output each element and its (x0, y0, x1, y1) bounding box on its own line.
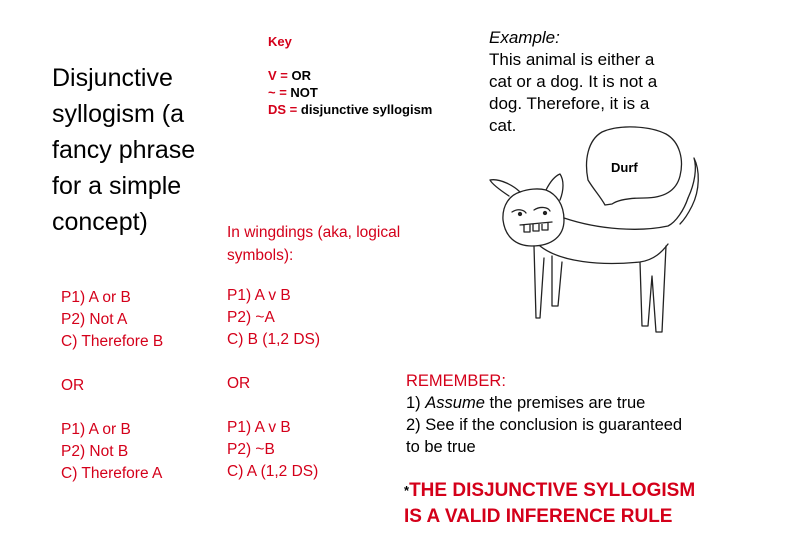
example-line: This animal is either a (489, 50, 655, 69)
title-line: syllogism (a (52, 100, 184, 128)
dog-head (503, 189, 564, 246)
conclusion-line: C) A (1,2 DS) (227, 463, 319, 480)
remember-emphasis: Assume (425, 394, 485, 412)
wingdings-intro (227, 221, 400, 267)
premise-line: P2) Not A (61, 311, 128, 328)
premise-line: P2) Not B (61, 443, 129, 460)
symbol-or: OR (227, 375, 251, 392)
premise-line: P2) ~B (227, 441, 275, 458)
dog-tail (680, 158, 698, 224)
dog-belly (540, 244, 668, 263)
speech-bubble-text: Durf (611, 160, 638, 175)
symbol-form-2 (227, 417, 318, 483)
dog-mouth (520, 222, 552, 232)
valid-rule-line-1 (404, 478, 695, 504)
title-line: concept) (52, 208, 148, 236)
example-line: cat or a dog. It is not a (489, 72, 658, 91)
title-line: Disjunctive (52, 64, 173, 92)
plain-form-2 (61, 419, 162, 485)
remember-block (406, 370, 682, 458)
symbol-form-1 (227, 285, 320, 351)
dog-leg-back-left (640, 246, 666, 332)
dog-eye-right (534, 207, 550, 211)
example-line: dog. Therefore, it is a (489, 94, 650, 113)
conclusion-line: C) Therefore A (61, 465, 163, 482)
key-symbol: DS = (268, 102, 301, 117)
plain-form-1 (61, 287, 163, 353)
key-heading: Key (268, 34, 292, 49)
dog-leg-front-left (534, 246, 544, 318)
valid-rule-text: THE DISJUNCTIVE SYLLOGISM (409, 480, 696, 501)
dog-pupil-left (519, 213, 522, 216)
premise-line: P2) ~A (227, 309, 275, 326)
premise-line: P1) A v B (227, 287, 291, 304)
title-line: for a simple (52, 172, 182, 200)
key-meaning: NOT (290, 85, 318, 100)
title-line: fancy phrase (52, 136, 196, 164)
example-heading: Example: (489, 28, 560, 47)
dog-pupil-right (544, 212, 547, 215)
key-meaning: OR (291, 68, 311, 83)
premise-line: P1) A or B (61, 421, 131, 438)
remember-heading: REMEMBER: (406, 372, 506, 390)
example-line: cat. (489, 116, 517, 135)
key-meaning: disjunctive syllogism (300, 102, 433, 117)
remember-prefix: 1) (406, 394, 426, 412)
premise-line: P1) A or B (61, 289, 131, 306)
plain-or: OR (61, 377, 85, 394)
key-symbol: ~ = (268, 85, 291, 100)
conclusion-line: C) Therefore B (61, 333, 164, 350)
remember-line-1 (406, 392, 682, 414)
remember-line-2: 2) See if the conclusion is guaranteed (406, 416, 683, 434)
asterisk-mark: * (404, 483, 410, 498)
valid-rule-callout (404, 478, 695, 530)
dog-leg-front-right (552, 256, 562, 306)
valid-rule-line-2: IS A VALID INFERENCE RULE (404, 506, 673, 527)
remember-rest: the premises are true (484, 394, 646, 412)
premise-line: P1) A v B (227, 419, 291, 436)
wingdings-intro-line: In wingdings (aka, logical (227, 224, 401, 241)
wingdings-intro-line: symbols): (227, 247, 294, 264)
conclusion-line: C) B (1,2 DS) (227, 331, 321, 348)
dog-back (564, 198, 688, 229)
remember-line-3: to be true (406, 438, 476, 456)
key-symbol: V = (268, 68, 292, 83)
